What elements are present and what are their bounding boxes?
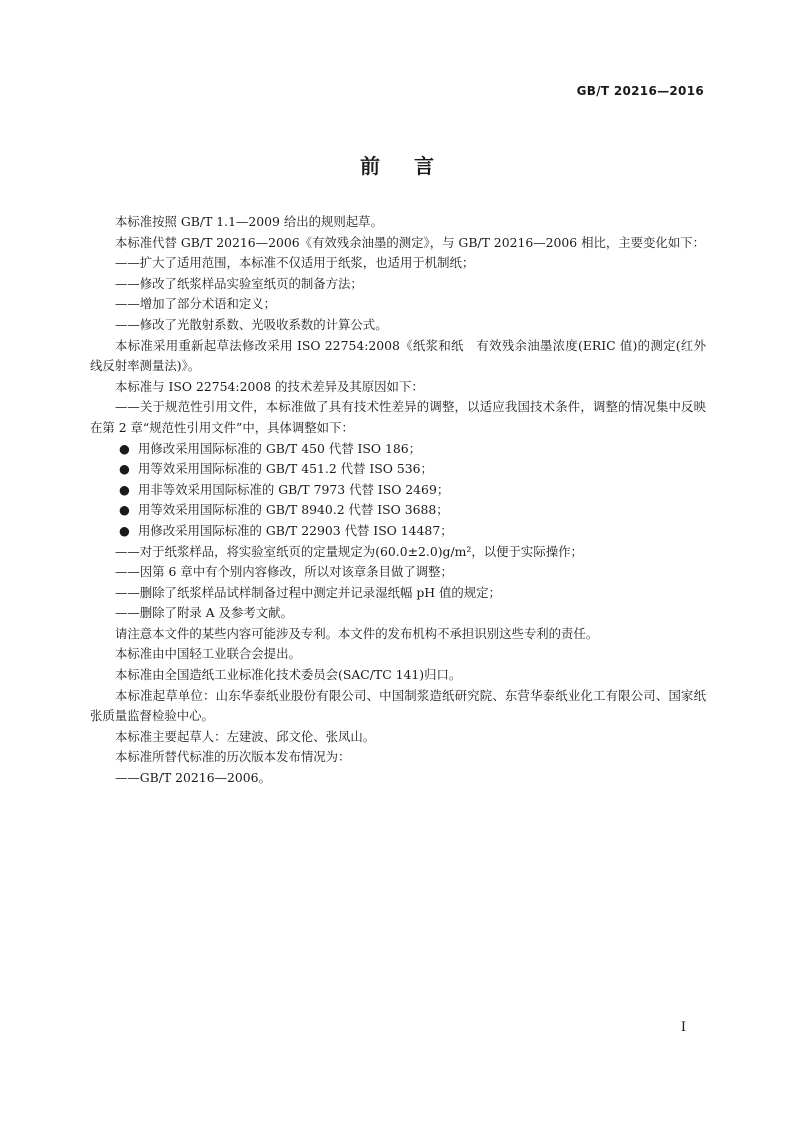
paragraph-drafters: 本标准主要起草人：左建波、邱文伦、张凤山。 [115,728,376,744]
paragraph-drafting-rules: 本标准按照 GB/T 1.1—2009 给出的规则起草。 [115,214,383,229]
paragraph-iso-adoption: 本标准采用重新起草法修改采用 ISO 22754:2008《纸浆和纸 有效残余油墨浓度(ERIC 值)的测定(红外线反射率测量法)》。 [90,337,706,374]
bullet-dot-icon: ● [119,502,130,518]
bullet-dot-icon: ● [119,522,130,538]
bullet-text: 用修改采用国际标准的 GB/T 22903 代替 ISO 14487； [138,522,453,538]
bullet-text: 用修改采用国际标准的 GB/T 450 代替 ISO 186； [138,440,422,456]
history-item: ——GB/T 20216—2006。 [115,770,271,786]
bullet-text: 用等效采用国际标准的 GB/T 451.2 代替 ISO 536； [138,461,433,477]
paragraph-replacement: 本标准代替 GB/T 20216—2006《有效残余油墨的测定》，与 GB/T 20216—2006 相比，主要变化如下： [115,234,705,250]
change-item: ——增加了部分术语和定义； [115,296,277,312]
bullet-item [90,521,706,542]
bullet-item [90,500,706,521]
bullet-text: 用等效采用国际标准的 GB/T 8940.2 代替 ISO 3688； [138,502,449,518]
page-title: 前言 [360,154,468,178]
paragraph-proposer: 本标准由中国轻工业联合会提出。 [115,646,301,662]
preface-body [90,212,706,789]
difference-intro: ——关于规范性引用文件，本标准做了具有技术性差异的调整，以适应我国技术条件，调整的情况集中反映在第 2 章“规范性引用文件”中，具体调整如下： [90,399,706,435]
bullet-item [90,439,706,460]
paragraph-patent-notice: 请注意本文件的某些内容可能涉及专利。本文件的发布机构不承担识别这些专利的责任。 [115,625,599,641]
page-number: I [680,1020,686,1035]
bullet-item [90,480,706,501]
change-item: ——修改了光散射系数、光吸收系数的计算公式。 [115,316,388,332]
paragraph-drafting-units: 本标准起草单位：山东华泰纸业股份有限公司、中国制浆造纸研究院、东营华泰纸业化工有限公司、国家纸张质量监督检验中心。 [90,687,706,724]
difference-item: ——删除了附录 A 及参考文献。 [115,605,293,621]
paragraph-technical-differences: 本标准与 ISO 22754:2008 的技术差异及其原因如下： [115,378,424,394]
difference-item: ——对于纸浆样品，将实验室纸页的定量规定为(60.0±2.0)g/m²，以便于实际操作； [115,543,583,559]
change-item: ——修改了纸浆样品实验室纸页的制备方法； [115,275,363,291]
bullet-item [90,459,706,480]
bullet-text: 用非等效采用国际标准的 GB/T 7973 代替 ISO 2469； [138,481,450,497]
paragraph-version-history: 本标准所替代标准的历次版本发布情况为： [115,749,351,765]
standard-code: GB/T 20216—2016 [576,84,704,98]
bullet-dot-icon: ● [119,481,130,497]
paragraph-committee: 本标准由全国造纸工业标准化技术委员会(SAC/TC 141)归口。 [115,667,462,683]
difference-item: ——删除了纸浆样品试样制备过程中测定并记录湿纸幅 pH 值的规定； [115,584,501,600]
change-item: ——扩大了适用范围，本标准不仅适用于纸浆，也适用于机制纸； [115,255,475,271]
bullet-dot-icon: ● [119,461,130,477]
difference-item: ——因第 6 章中有个别内容修改，所以对该章条目做了调整； [115,564,453,580]
bullet-dot-icon: ● [119,440,130,456]
